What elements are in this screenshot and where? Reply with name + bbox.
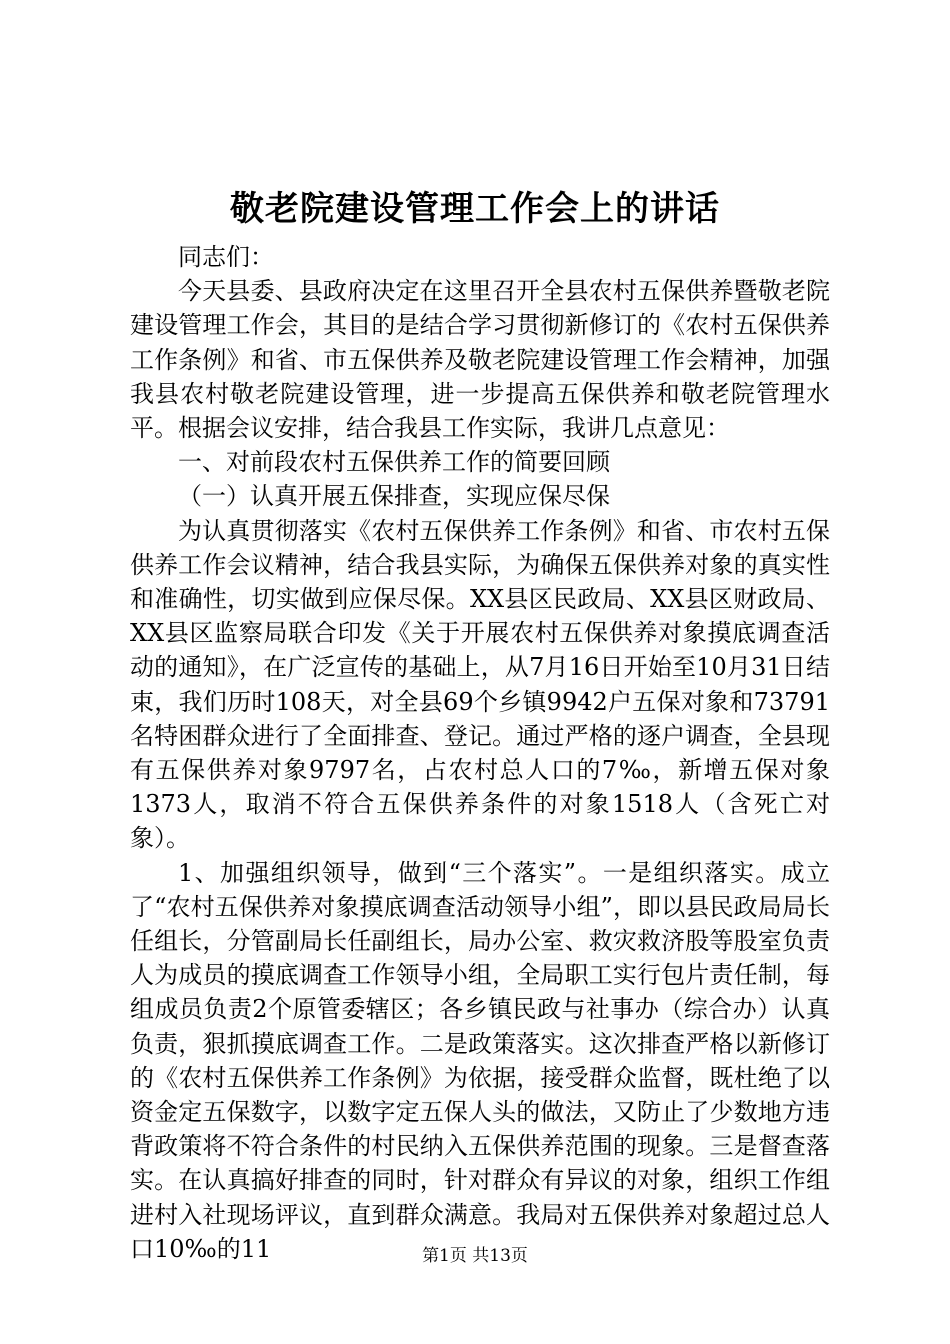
subsection-heading-1: （一）认真开展五保排查，实现应保尽保 (178, 482, 610, 511)
section-heading-1: 一、对前段农村五保供养工作的简要回顾 (178, 448, 610, 477)
document-title: 敬老院建设管理工作会上的讲话 (230, 189, 720, 229)
page-footer: 第1页 共13页 (422, 1246, 528, 1266)
paragraph-survey: 为认真贯彻落实《农村五保供养工作条例》和省、市农村五保供养工作会议精神，结合我县实际，为确保五保供养对象的真实性和准确性，切实做到应保尽保。XX县区民政局、XX县区财政局、XX县区监察局联合印发《关于开展农村五保供养对象摸底调查活动的通知》，在广泛宣传的基础上，从7月16日开始至10月31日结束，我们历时108天，对全县69个乡镇9942户五保对象和73791名特困群众进行了全面排查、登记。通过严格的逐户调查，全县现有五保供养对象9797名，占农村总人口的7‰，新增五保对象1373人，取消不符合五保供养条件的对象1518人（含死亡对象）。 (130, 516, 830, 853)
salutation: 同志们： (178, 243, 274, 271)
paragraph-organization: 1、加强组织领导，做到“三个落实”。一是组织落实。成立了“农村五保供养对象摸底调查活动领导小组”，即以县民政局局长任组长，分管副局长任副组长，局办公室、救灾救济股等股室负责人为成员的摸底调查工作领导小组，全局职工实行包片责任制，每组成员负责2个原管委辖区；各乡镇民政与社事办（综合办）认真负责，狠抓摸底调查工作。二是政策落实。这次排查严格以新修订的《农村五保供养工作条例》为依据，接受群众监督，既杜绝了以资金定五保数字，以数字定五保人头的做法，又防止了少数地方违背政策将不符合条件的村民纳入五保供养范围的现象。三是督查落实。在认真搞好排查的同时，针对群众有异议的对象，组织工作组进村入社现场评议，直到群众满意。我局对五保供养对象超过总人口10‰的11 (130, 858, 830, 1263)
paragraph-intro: 今天县委、县政府决定在这里召开全县农村五保供养暨敬老院建设管理工作会，其目的是结合学习贯彻新修订的《农村五保供养工作条例》和省、市五保供养及敬老院建设管理工作会精神，加强我县农村敬老院建设管理，进一步提高五保供养和敬老院管理水平。根据会议安排，结合我县工作实际，我讲几点意见： (130, 277, 830, 443)
document-body (130, 240, 830, 1266)
